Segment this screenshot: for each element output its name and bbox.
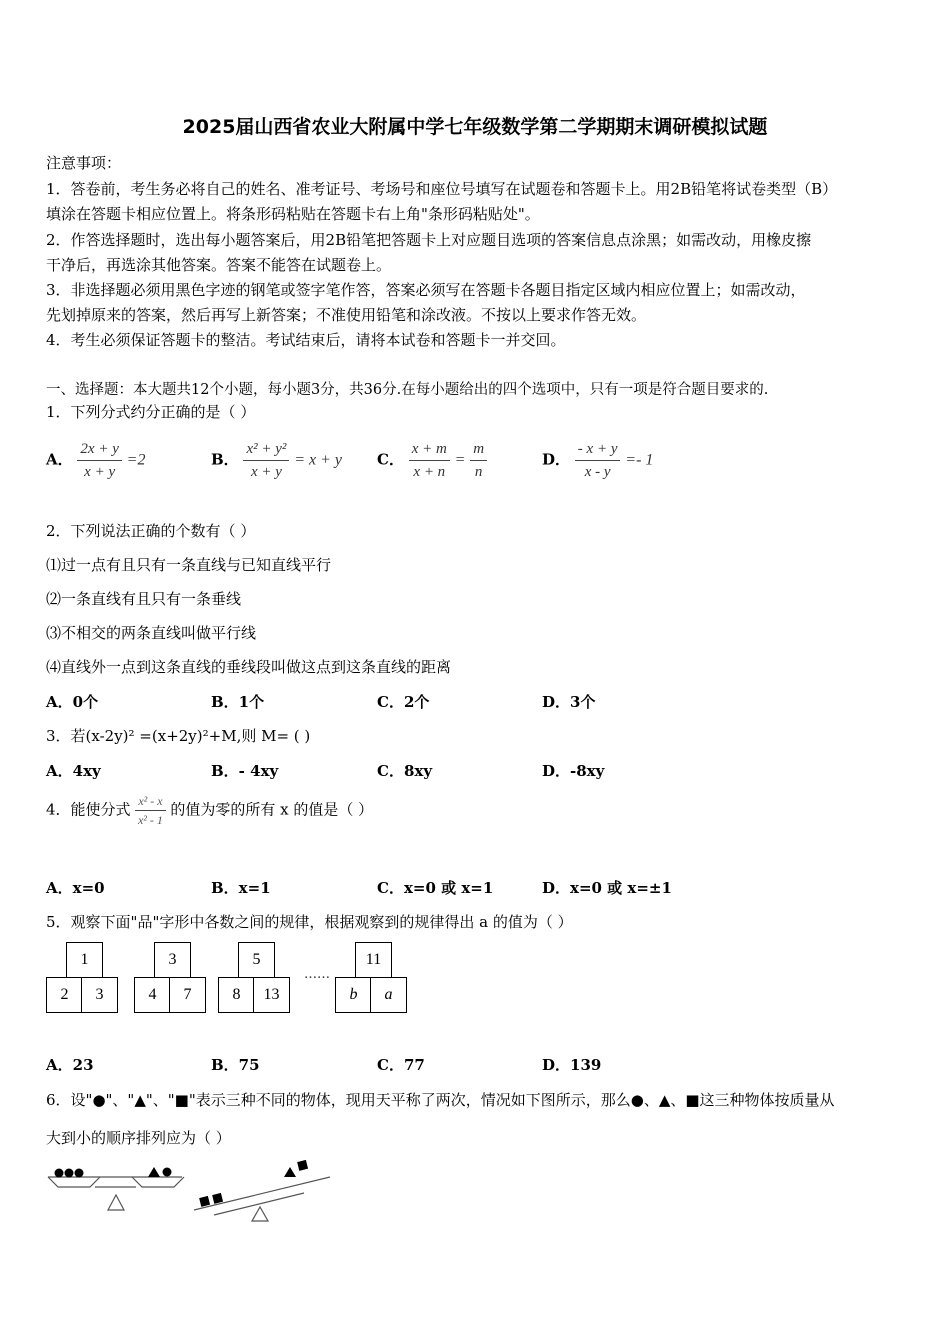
notice-line: 2．作答选择题时，选出每小题答案后，用2B铅笔把答题卡上对应题目选项的答案信息点涂黑；如需改动，用橡皮擦	[46, 231, 812, 249]
notice-line: 4．考生必须保证答题卡的整洁。考试结束后，请将本试卷和答题卡一并交回。	[46, 331, 566, 349]
triangle-icon	[284, 1167, 296, 1177]
balance-scale-1	[48, 1167, 184, 1210]
q2-stem: 2．下列说法正确的个数有（ ）	[46, 522, 256, 540]
option-label: D．	[542, 450, 571, 469]
option-label: C．	[377, 450, 404, 469]
q1-option-c: C． $\frac{x + m}{x + n}$ = $\frac{m}{n}$	[377, 438, 487, 483]
circle-icon	[55, 1169, 64, 1178]
numerator: x² - x	[135, 792, 165, 811]
q2-item: ⑴过一点有且只有一条直线与已知直线平行	[46, 556, 332, 574]
balance-scales-figure	[44, 1155, 344, 1225]
notice-line: 填涂在答题卡相应位置上。将条形码粘贴在答题卡右上角"条形码粘贴处"。	[46, 205, 540, 223]
notice-line: 先划掉原来的答案，然后再写上新答案；不准使用铅笔和涂改液。不按以上要求作答无效。	[46, 306, 647, 324]
pin-right: 3	[81, 977, 118, 1013]
notice-heading: 注意事项：	[46, 154, 122, 172]
pin-top: 11	[355, 942, 392, 978]
q1-stem: 1．下列分式约分正确的是（ ）	[46, 403, 256, 421]
q5-option-c: C．77	[377, 1056, 425, 1074]
q4-stem-pre: 4．能使分式	[46, 800, 131, 819]
q3-option-b: B．- 4xy	[211, 762, 279, 780]
circle-icon	[163, 1168, 172, 1177]
square-icon	[199, 1196, 210, 1207]
q5-option-d: D．139	[542, 1056, 602, 1074]
q3-stem: 3．若(x-2y)² =(x+2y)²+M,则 M= ( )	[46, 727, 311, 745]
fraction	[575, 438, 621, 483]
q4-option-d: D．x=0 或 x=±1	[542, 879, 672, 897]
fraction	[135, 792, 165, 829]
notice-line: 1．答卷前，考生务必将自己的姓名、准考证号、考场号和座位号填写在试题卷和答题卡上。用2B铅笔将试卷类型（B）	[46, 180, 838, 198]
numerator: 2x + y	[77, 438, 121, 461]
q2-option-b: B．1个	[211, 693, 265, 711]
q3-option-d: D．-8xy	[542, 762, 605, 780]
pin-left: 4	[134, 977, 171, 1013]
option-label: A．	[46, 450, 73, 469]
notice-line: 3．非选择题必须用黑色字迹的钢笔或签字笔作答，答案必须写在答题卡各题目指定区域内相应位置上；如需改动，	[46, 281, 806, 299]
numerator: x² + y²	[243, 438, 289, 461]
numerator: x + m	[409, 438, 450, 461]
pin-left: 8	[218, 977, 255, 1013]
fraction	[470, 438, 487, 483]
square-icon	[297, 1160, 308, 1171]
q3-option-c: C．8xy	[377, 762, 433, 780]
q3-option-a: A．4xy	[46, 762, 101, 780]
denominator: x² - 1	[137, 813, 163, 827]
q6-stem: 6．设"●"、"▲"、"■"表示三种不同的物体，现用天平称了两次，情况如下图所示，那么●、▲、■这三种物体按质量从	[46, 1091, 835, 1109]
rhs: =- 1	[625, 451, 654, 469]
q2-option-c: C．2个	[377, 693, 430, 711]
denominator: x + n	[413, 464, 446, 480]
notice-line: 干净后，再选涂其他答案。答案不能答在试题卷上。	[46, 256, 392, 274]
pin-top: 5	[238, 942, 275, 978]
pin-top: 3	[154, 942, 191, 978]
circle-icon	[75, 1169, 84, 1178]
q4-option-c: C．x=0 或 x=1	[377, 879, 494, 897]
ellipsis: ……	[304, 967, 330, 982]
fraction	[77, 438, 121, 483]
denominator: x + y	[84, 464, 116, 480]
denominator: x + y	[250, 464, 282, 480]
numerator: - x + y	[575, 438, 621, 461]
pin-right: 7	[169, 977, 206, 1013]
q4-stem	[46, 792, 373, 829]
q2-item: ⑵一条直线有且只有一条垂线	[46, 590, 242, 608]
q2-option-d: D．3个	[542, 693, 596, 711]
fraction	[243, 438, 289, 483]
square-icon	[212, 1193, 223, 1204]
pin-right: 13	[253, 977, 290, 1013]
q1-option-d	[542, 438, 653, 483]
circle-icon	[65, 1169, 74, 1178]
numerator: m	[470, 438, 487, 461]
pin-left: 2	[46, 977, 83, 1013]
pin-top: 1	[66, 942, 103, 978]
q4-option-a: A．x=0	[46, 879, 105, 897]
q6-stem: 大到小的顺序排列应为（ ）	[46, 1129, 231, 1147]
denominator: n	[474, 464, 483, 480]
pin-right: a	[370, 977, 407, 1013]
denominator: x - y	[584, 464, 611, 480]
q1-option-a	[46, 438, 145, 483]
q5-stem: 5．观察下面"品"字形中各数之间的规律，根据观察到的规律得出 a 的值为（ ）	[46, 913, 573, 931]
balance-scale-2	[194, 1160, 330, 1221]
q2-option-a: A．0个	[46, 693, 99, 711]
page-title: 2025届山西省农业大附属中学七年级数学第二学期期末调研模拟试题	[182, 116, 768, 138]
q2-item: ⑶不相交的两条直线叫做平行线	[46, 624, 257, 642]
fraction	[409, 438, 450, 483]
rhs: = x + y	[294, 451, 342, 469]
q5-option-a: A．23	[46, 1056, 94, 1074]
triangle-icon	[148, 1167, 160, 1177]
section-heading: 一、选择题：本大题共12个小题，每小题3分，共36分.在每小题给出的四个选项中，只有一项是符合题目要求的.	[46, 382, 769, 398]
q1-option-b	[211, 438, 342, 483]
q5-option-b: B．75	[211, 1056, 260, 1074]
q2-item: ⑷直线外一点到这条直线的垂线段叫做这点到这条直线的距离	[46, 658, 452, 676]
option-label: B．	[211, 450, 239, 469]
q4-option-b: B．x=1	[211, 879, 271, 897]
pin-left: b	[335, 977, 372, 1013]
q4-stem-post: 的值为零的所有 x 的值是（ ）	[170, 800, 374, 819]
rhs: =2	[126, 451, 146, 469]
